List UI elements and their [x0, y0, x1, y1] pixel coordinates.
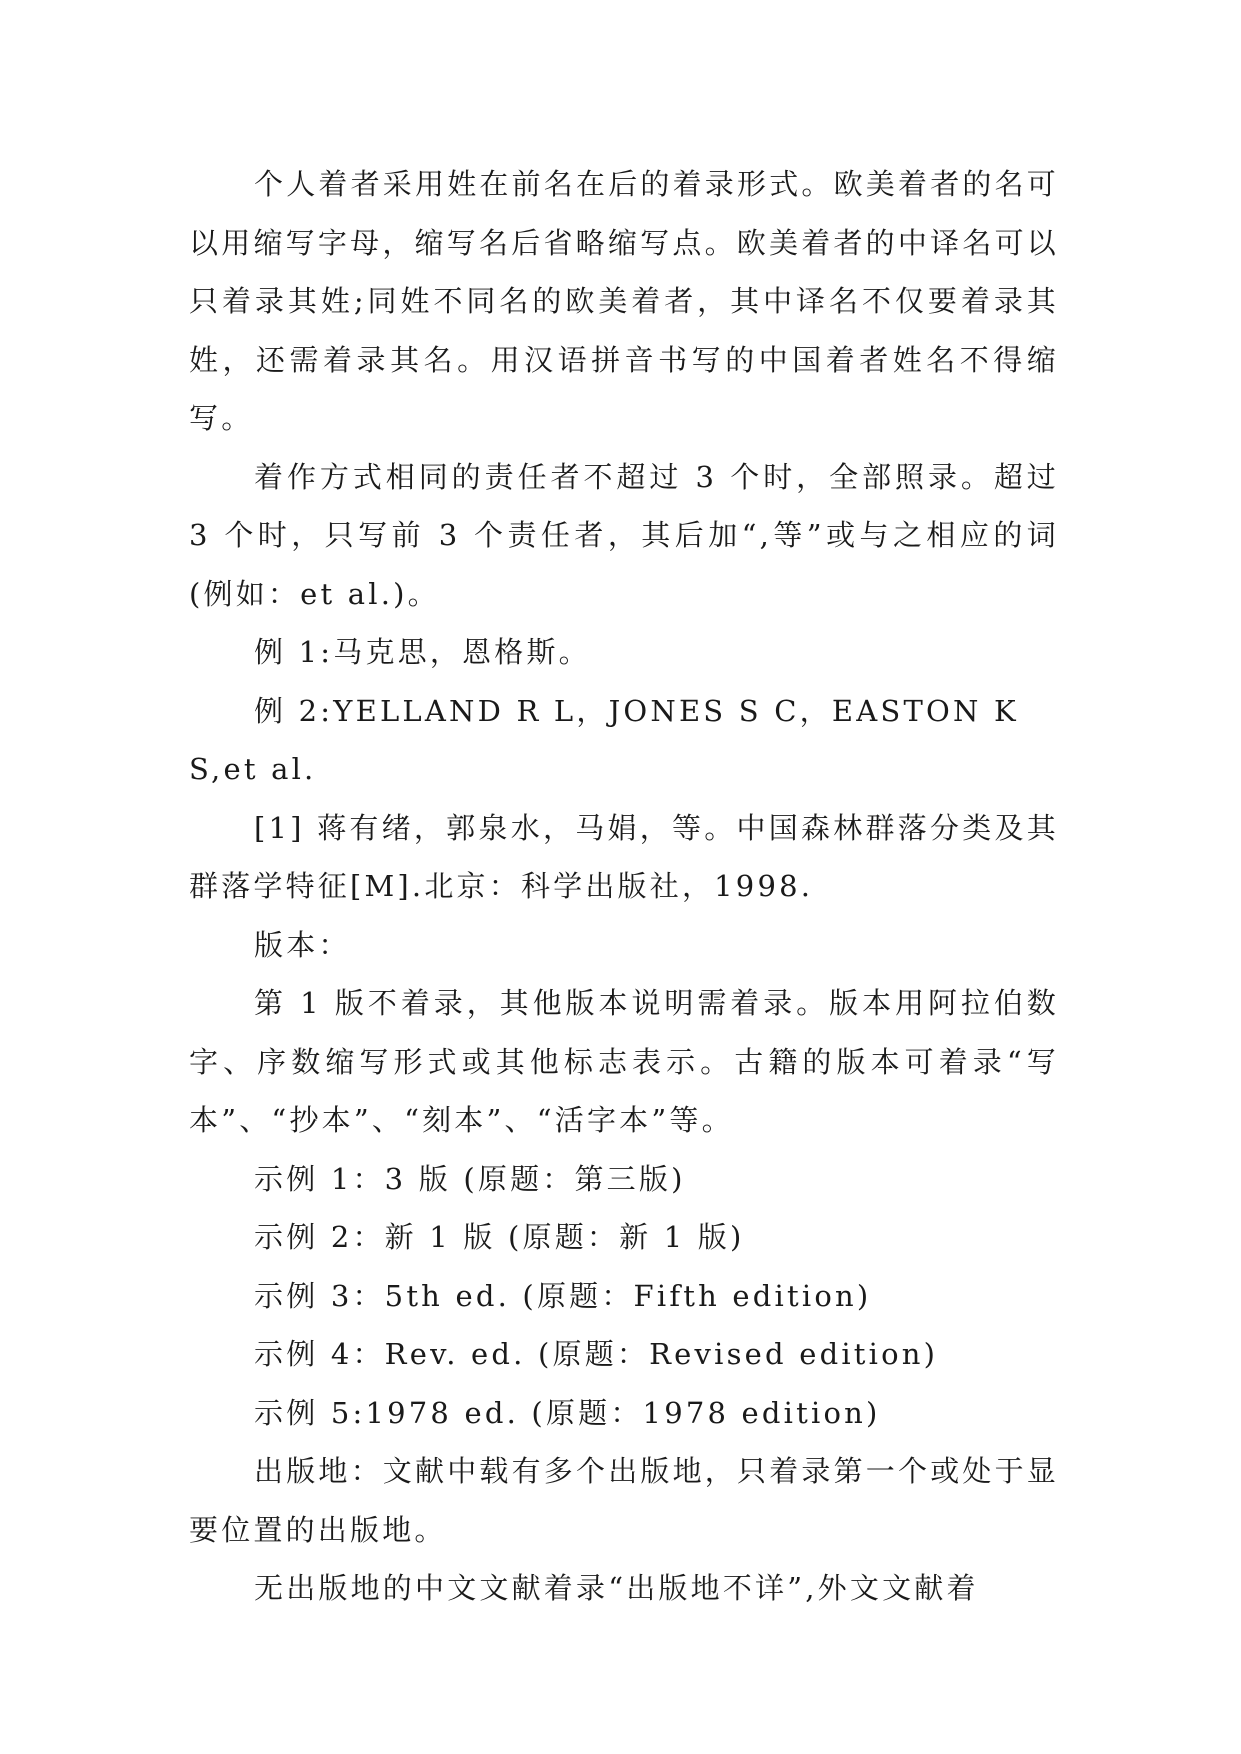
edition-example-2: 示例 2：新 1 版 (原题：新 1 版): [254, 1220, 745, 1254]
example-1: 例 1:马克思，恩格斯。: [254, 635, 591, 669]
edition-example-3: 示例 3：5th ed. (原题：Fifth edition): [254, 1278, 872, 1313]
edition-example-5: 示例 5:1978 ed. (原题：1978 edition): [254, 1395, 881, 1430]
paragraph-responsibility-count: 着作方式相同的责任者不超过 3 个时，全部照录。超过 3 个时，只写前 3 个责任者，其后加“,等”或与之相应的词(例如：et al.)。: [189, 459, 1059, 611]
edition-example-1: 示例 1：3 版 (原题：第三版): [254, 1161, 686, 1196]
section-edition-heading: 版本：: [254, 927, 351, 962]
example-2: 例 2:YELLAND R L，JONES S C，EASTON K S,et al.: [189, 693, 1019, 786]
paragraph-place-of-publication: 出版地：文献中载有多个出版地，只着录第一个或处于显要位置的出版地。: [189, 1454, 1060, 1547]
reference-1: [1] 蒋有绪，郭泉水，马娟，等。中国森林群落分类及其群落学特征[M].北京：科学出版社，1998.: [189, 810, 1059, 903]
document-body: [189, 155, 1059, 1618]
edition-example-4: 示例 4：Rev. ed. (原题：Revised edition): [254, 1337, 939, 1371]
paragraph-no-place-of-publication: 无出版地的中文文献着录“出版地不详”,外文文献着: [254, 1571, 979, 1605]
paragraph-edition-rules: 第 1 版不着录，其他版本说明需着录。版本用阿拉伯数字、序数缩写形式或其他标志表示。古籍的版本可着录“写本”、“抄本”、“刻本”、“活字本”等。: [189, 986, 1059, 1137]
paragraph-author-format: 个人着者采用姓在前名在后的着录形式。欧美着者的名可以用缩写字母，缩写名后省略缩写点。欧美着者的中译名可以只着录其姓;同姓不同名的欧美着者，其中译名不仅要着录其姓，还需着录其名。用汉语拼音书写的中国着者姓名不得缩写。: [189, 167, 1060, 435]
